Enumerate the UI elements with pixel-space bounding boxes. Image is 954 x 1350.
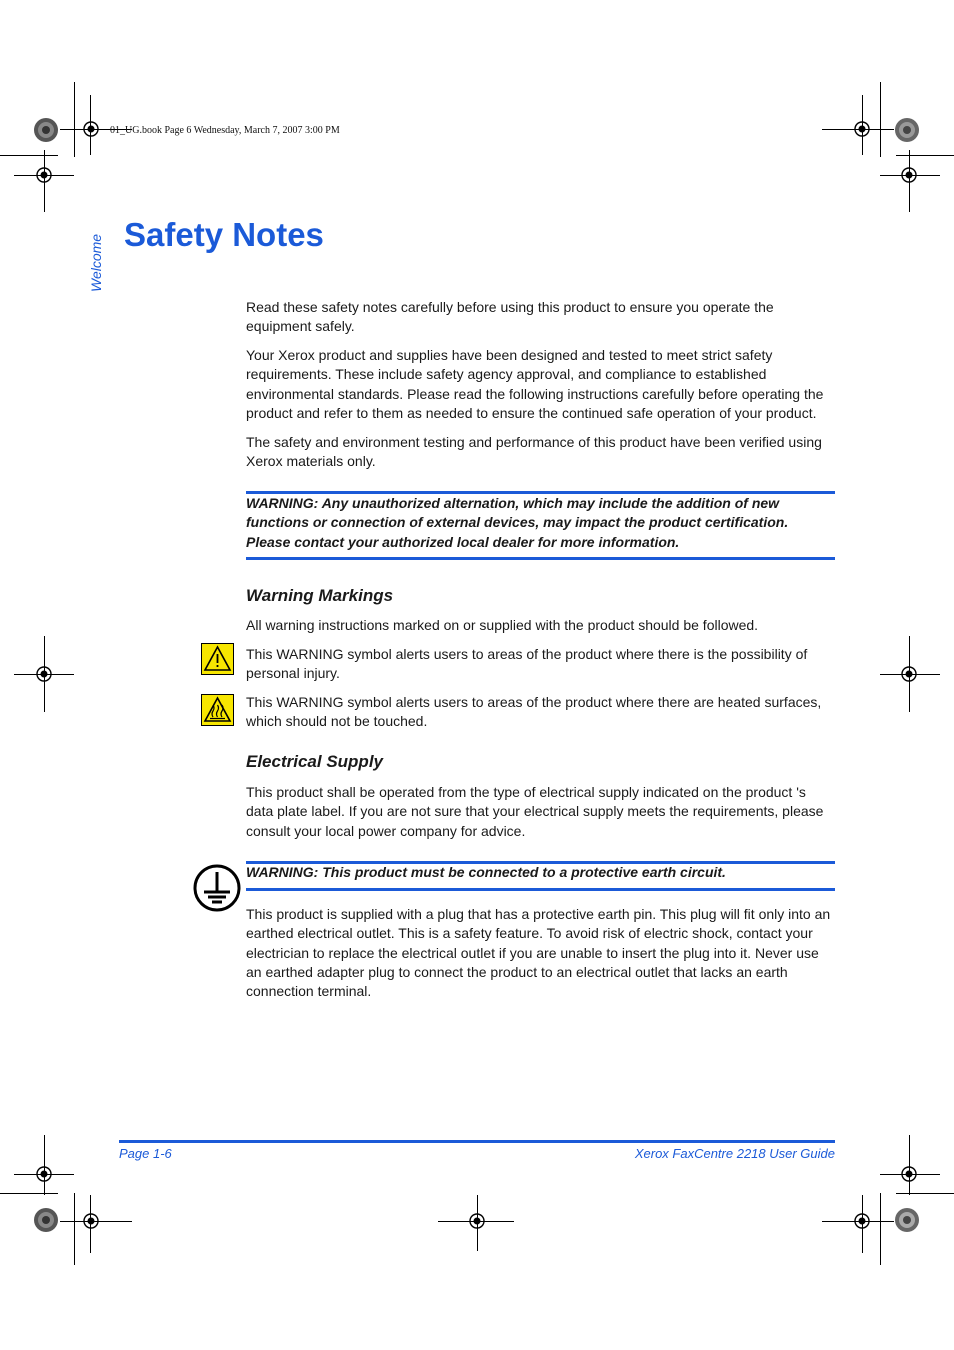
- warning-protective-earth: WARNING: This product must be connected to a protective earth circuit.: [246, 864, 726, 880]
- registration-mark-icon: [850, 1209, 874, 1233]
- intro-paragraph-2: Your Xerox product and supplies have been designed and tested to meet strict safety requirements. These include safety agency approval, and compliance to established environmental standards. Please read the following instructions carefully before operating the product and refer to them as needed to ensure the continued safe operation of your product.: [246, 347, 824, 421]
- star-target-icon: [894, 1207, 920, 1233]
- warning-marking-injury-text: This WARNING symbol alerts users to areas of the product where there is the possibility of personal injury.: [246, 646, 808, 682]
- intro-paragraph-3: The safety and environment testing and performance of this product have been verified using Xerox materials only.: [246, 434, 822, 470]
- print-slug: 01_UG.book Page 6 Wednesday, March 7, 2007 3:00 PM: [110, 125, 340, 136]
- registration-mark-icon: [79, 1209, 103, 1233]
- footer-guide-title: Xerox FaxCentre 2218 User Guide: [634, 1146, 835, 1161]
- registration-mark-icon: [897, 1162, 921, 1186]
- warning-marking-heat-text: This WARNING symbol alerts users to areas of the product where there are heated surfaces, which should not be touched.: [246, 694, 822, 730]
- registration-mark-icon: [32, 1162, 56, 1186]
- side-tab-label: Welcome: [88, 233, 104, 292]
- section-heading-warning-markings: Warning Markings: [246, 586, 394, 605]
- registration-mark-icon: [897, 662, 921, 686]
- registration-mark-icon: [465, 1209, 489, 1233]
- registration-mark-icon: [897, 163, 921, 187]
- registration-mark-icon: [850, 117, 874, 141]
- warning-triangle-icon: [201, 643, 234, 675]
- earth-warning-rule-bottom: [246, 888, 835, 891]
- intro-paragraph-1: Read these safety notes carefully before using this product to ensure you operate the equipment safely.: [246, 299, 774, 335]
- footer-page-number: Page 1-6: [119, 1146, 172, 1161]
- star-target-icon: [894, 117, 920, 143]
- warning-unauthorized-alteration: WARNING: Any unauthorized alternation, which may include the addition of new functions or connection of external devices, may impact the product certification. Please contact your authorized local dealer for more information.: [246, 495, 789, 550]
- footer-rule: [119, 1140, 835, 1143]
- star-target-icon: [33, 1207, 59, 1233]
- electrical-supply-text: This product shall be operated from the type of electrical supply indicated on the product 's data plate label. If you are not sure that your electrical supply meets the requirements, please consult your local power company for advice.: [246, 784, 824, 839]
- warning-rule-bottom: [246, 557, 835, 560]
- warning-markings-text: All warning instructions marked on or supplied with the product should be followed.: [246, 617, 759, 633]
- registration-mark-icon: [32, 662, 56, 686]
- protective-earth-icon: [192, 863, 242, 913]
- page-title: Safety Notes: [124, 216, 324, 253]
- protective-earth-text: This product is supplied with a plug that has a protective earth pin. This plug will fit only into an earthed electrical outlet. This is a safety feature. To avoid risk of electric shock, contact your electrician to replace the electrical outlet if you are unable to insert the plug into it. Never use an earthed adapter plug to connect the product to an electrical outlet that lacks an earth connection terminal.: [246, 906, 831, 1000]
- registration-mark-icon: [79, 117, 103, 141]
- star-target-icon: [33, 117, 59, 143]
- registration-mark-icon: [32, 163, 56, 187]
- hot-surface-icon: [201, 694, 234, 726]
- section-heading-electrical-supply: Electrical Supply: [246, 752, 383, 771]
